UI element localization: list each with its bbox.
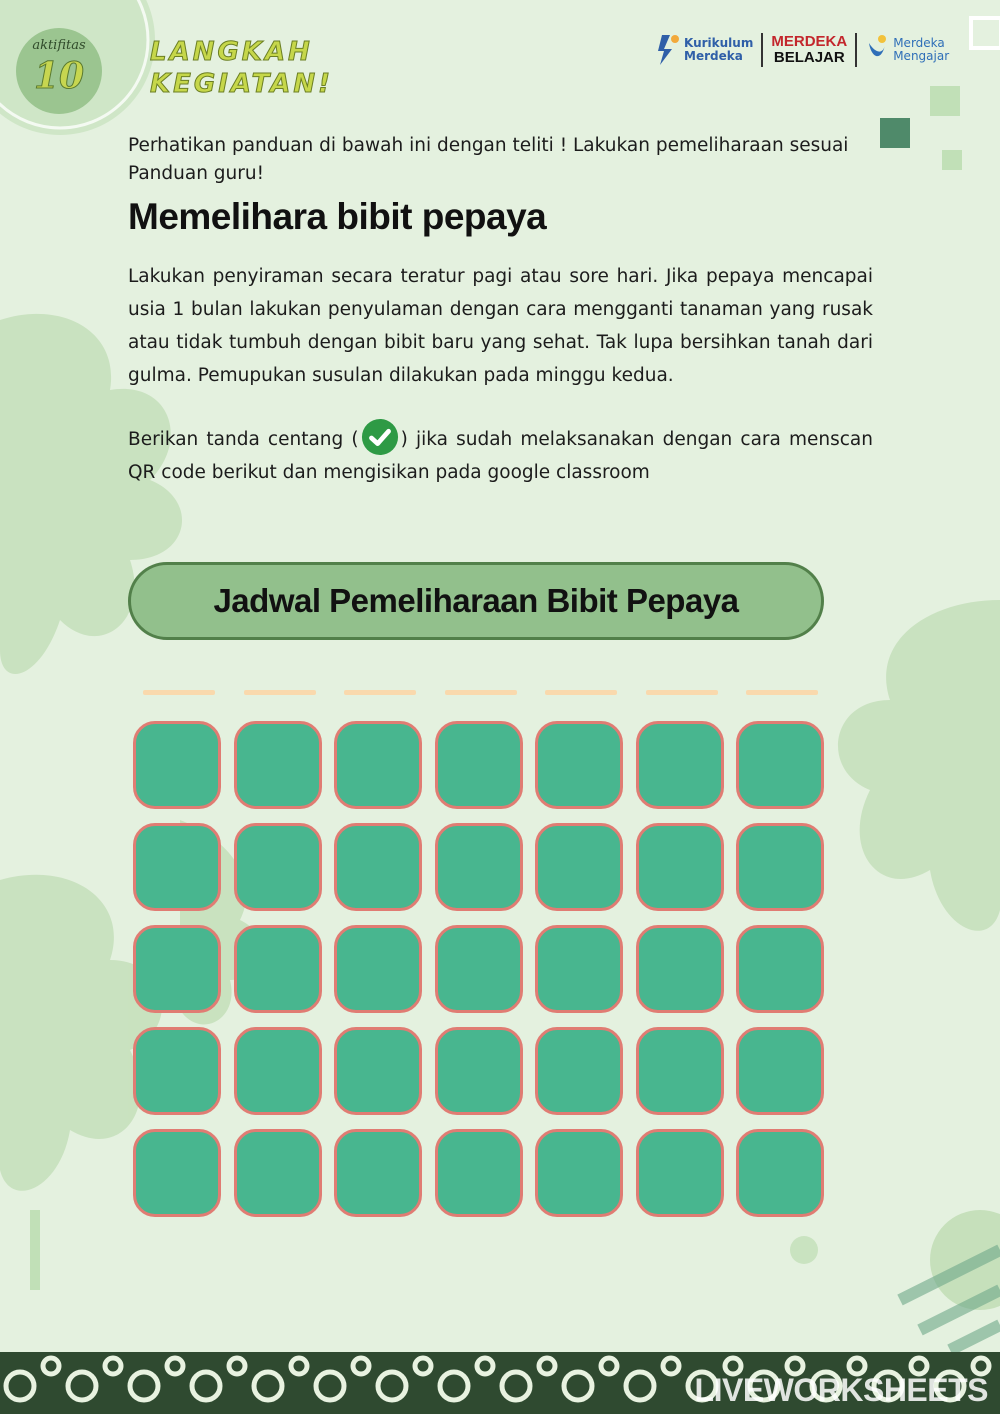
schedule-checkbox-cell[interactable] (736, 823, 824, 911)
instruction-paragraph: Lakukan penyiraman secara teratur pagi atau sore hari. Jika pepaya mencapai usia 1 bulan lakukan penyulaman dengan cara mengganti tanaman yang rusak atau tidak tumbuh dengan bibit baru yang sehat. Tak lupa bersihkan tanah dari gulma. Pemupukan susulan dilakukan pada minggu kedua. (128, 266, 873, 386)
watermark: LIVEWORKSHEETS (694, 1372, 988, 1408)
kurikulum-merdeka-logo (656, 33, 753, 67)
schedule-checkbox-cell[interactable] (334, 823, 422, 911)
day-header-line (746, 690, 818, 695)
schedule-checkbox-cell[interactable] (234, 721, 322, 809)
logo-divider (761, 33, 763, 67)
schedule-checkbox-cell[interactable] (636, 823, 724, 911)
schedule-checkbox-cell[interactable] (736, 1129, 824, 1217)
intro-text: Perhatikan panduan di bawah ini dengan teliti ! Lakukan pemeliharaan sesuai Panduan guru! (128, 135, 849, 184)
schedule-checkbox-cell[interactable] (535, 1129, 623, 1217)
schedule-checkbox-cell[interactable] (133, 925, 221, 1013)
day-header-line (344, 690, 416, 695)
badge-label: aktifitas (32, 38, 86, 53)
schedule-checkbox-cell[interactable] (535, 1027, 623, 1115)
kurikulum-merdeka-icon (656, 33, 680, 67)
day-header-line (143, 690, 215, 695)
mengajar-line-1: Merdeka (893, 36, 945, 50)
activity-badge (16, 28, 102, 114)
partner-logos (656, 30, 949, 70)
merdeka-belajar-logo (771, 34, 847, 66)
badge-number: 10 (33, 55, 85, 97)
instruction-text-after: ) jika sudah melaksanakan dengan cara menscan QR code berikut dan mengisikan pada google classroom (128, 429, 873, 483)
section-title-logo (150, 36, 333, 100)
instruction-text-before: Berikan tanda centang ( (128, 429, 359, 450)
schedule-checkbox-cell[interactable] (535, 721, 623, 809)
schedule-checkbox-cell[interactable] (435, 823, 523, 911)
schedule-checkbox-cell[interactable] (334, 1129, 422, 1217)
schedule-checkbox-cell[interactable] (334, 925, 422, 1013)
mengajar-line-2: Mengajar (893, 49, 950, 63)
schedule-checkbox-cell[interactable] (736, 925, 824, 1013)
schedule-checkbox-cell[interactable] (435, 721, 523, 809)
schedule-checkbox-cell[interactable] (234, 1129, 322, 1217)
schedule-checkbox-cell[interactable] (133, 1129, 221, 1217)
schedule-title: Jadwal Pemeliharaan Bibit Pepaya (213, 582, 739, 619)
schedule-checkbox-cell[interactable] (636, 1027, 724, 1115)
day-header-line (646, 690, 718, 695)
schedule-checkbox-cell[interactable] (435, 1027, 523, 1115)
logo-divider (855, 33, 857, 67)
checkmark-icon (361, 418, 399, 456)
schedule-checkbox-cell[interactable] (334, 1027, 422, 1115)
schedule-checkbox-cell[interactable] (736, 1027, 824, 1115)
schedule-checkbox-cell[interactable] (636, 1129, 724, 1217)
merdeka-belajar-line-2: BELAJAR (773, 49, 845, 66)
kurikulum-line-1: Kurikulum (684, 36, 754, 50)
day-header-lines (143, 690, 843, 696)
schedule-title-banner (128, 562, 824, 640)
schedule-checkbox-cell[interactable] (535, 925, 623, 1013)
schedule-checkbox-cell[interactable] (234, 925, 322, 1013)
schedule-checkbox-cell[interactable] (133, 721, 221, 809)
kurikulum-line-2: Merdeka (684, 49, 743, 63)
title-line-1: LANGKAH (150, 37, 313, 67)
schedule-checkbox-cell[interactable] (636, 925, 724, 1013)
day-header-line (445, 690, 517, 695)
page-heading: Memelihara bibit pepaya (128, 196, 547, 237)
checkmark-instruction (128, 423, 873, 489)
schedule-checkbox-cell[interactable] (736, 721, 824, 809)
schedule-checkbox-cell[interactable] (535, 823, 623, 911)
merdeka-belajar-line-1: MERDEKA (771, 33, 848, 50)
day-header-line (244, 690, 316, 695)
schedule-checkbox-cell[interactable] (435, 1129, 523, 1217)
schedule-checkbox-cell[interactable] (334, 721, 422, 809)
schedule-checkbox-cell[interactable] (133, 823, 221, 911)
schedule-checkbox-cell[interactable] (234, 1027, 322, 1115)
title-line-2: KEGIATAN! (150, 69, 334, 99)
merdeka-mengajar-icon (865, 33, 889, 67)
day-header-line (545, 690, 617, 695)
schedule-checkbox-cell[interactable] (636, 721, 724, 809)
schedule-checkbox-cell[interactable] (435, 925, 523, 1013)
merdeka-mengajar-logo (865, 33, 949, 67)
schedule-checkbox-cell[interactable] (133, 1027, 221, 1115)
schedule-checkbox-cell[interactable] (234, 823, 322, 911)
